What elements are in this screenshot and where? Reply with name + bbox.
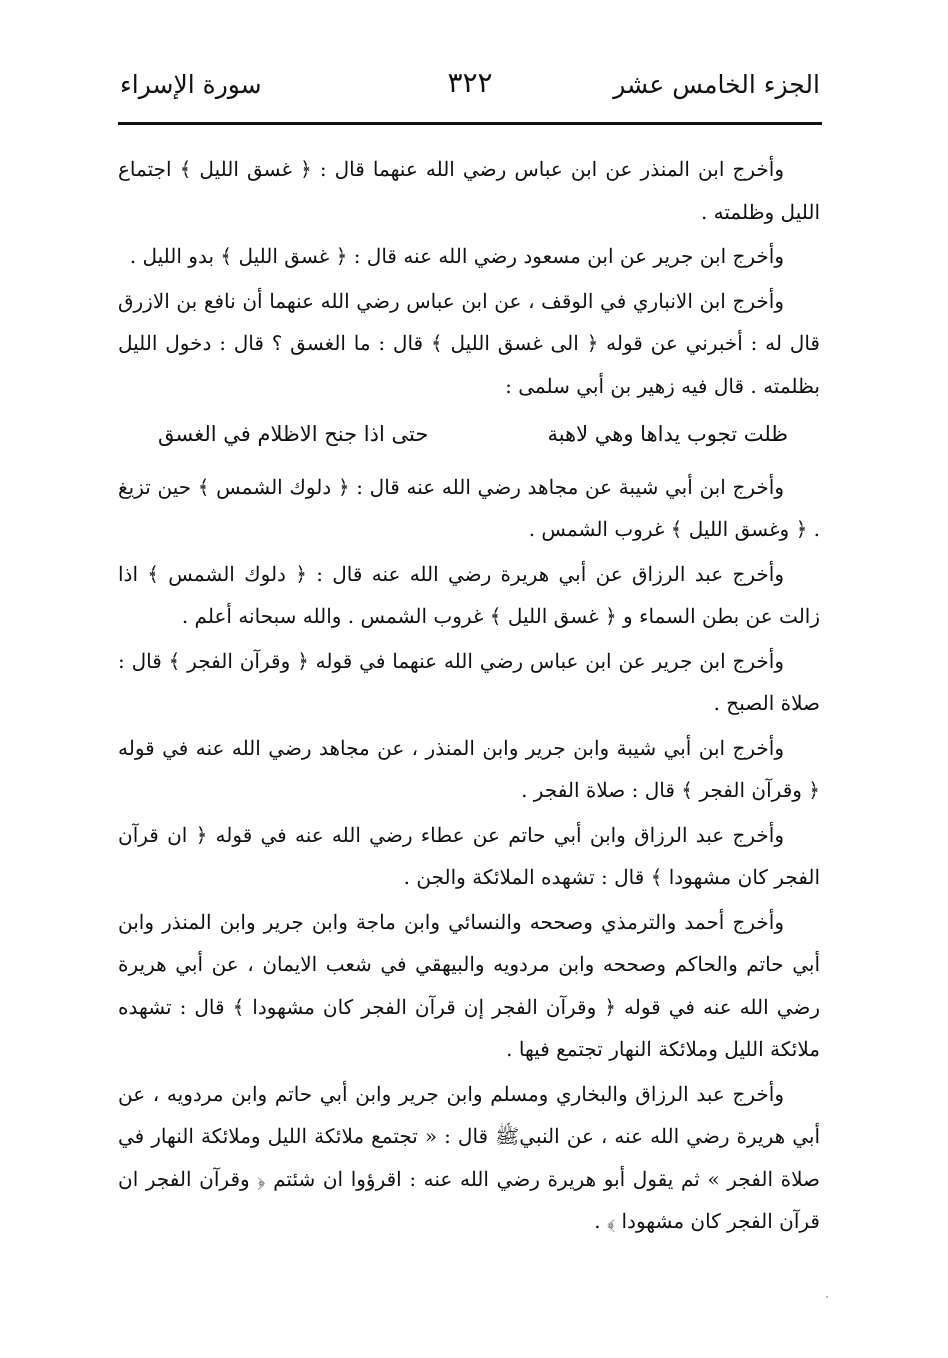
verse-second-hemistich: حتى اذا جنح الاظلام في الغسق (158, 422, 429, 446)
paragraph-6: وأخرج ابن جرير عن ابن عباس رضي الله عنهما في قوله ﴿ وقرآن الفجر ﴾ قال : صلاة الصبح . (118, 648, 820, 715)
part-title: الجزء الخامس عشر (613, 70, 820, 99)
scan-speck (826, 1296, 828, 1298)
running-header (120, 62, 820, 112)
paragraph-7: وأخرج ابن أبي شيبة وابن جرير وابن المنذر ، عن مجاهد رضي الله عنه في قوله ﴿ وقرآن الفجر ﴾ قال : صلاة الفجر . (118, 735, 820, 802)
verse-first-hemistich: ظلت تجوب يداها وهي لاهبة (547, 422, 788, 446)
paragraph-5: وأخرج عبد الرزاق عن أبي هريرة رضي الله عنه قال : ﴿ دلوك الشمس ﴾ اذا زالت عن بطن السماء و ﴿ غسق الليل ﴾ غروب الشمس . والله سبحانه أعلم . (118, 561, 820, 628)
paragraph-1: وأخرج ابن المنذر عن ابن عباس رضي الله عنهما قال : ﴿ غسق الليل ﴾ اجتماع الليل وظلمته . (118, 157, 820, 224)
surah-title: سورة الإسراء (120, 70, 262, 99)
poetry-verse (118, 413, 820, 456)
paragraph-10: وأخرج عبد الرزاق والبخاري ومسلم وابن جرير وابن أبي حاتم وابن مردويه ، عن أبي هريرة رضي الله عنه ، عن النبيﷺ قال : « تجتمع ملائكة الليل وملائكة النهار في صلاة الفجر » ثم يقول أبو هريرة رضي الله عنه : اقرؤوا ان شئتم ﴿ وقرآن الفجر ان قرآن الفجر كان مشهودا ﴾ . (118, 1081, 821, 1233)
page-number: ٣٢٢ (447, 66, 493, 99)
paragraph-4: وأخرج ابن أبي شيبة عن مجاهد رضي الله عنه قال : ﴿ دلوك الشمس ﴾ حين تزيغ . ﴿ وغسق الليل ﴾ غروب الشمس . (118, 474, 820, 541)
paragraph-9: وأخرج أحمد والترمذي وصححه والنسائي وابن ماجة وابن جرير وابن المنذر وابن أبي حاتم والحاكم وصححه وابن مردويه والبيهقي في شعب الايمان ، عن أبي هريرة رضي الله عنه في قوله ﴿ وقرآن الفجر إن قرآن الفجر كان مشهودا ﴾ قال : تشهده ملائكة الليل وملائكة النهار تجتمع فيها . (118, 909, 820, 1061)
paragraph-8: وأخرج عبد الرزاق وابن أبي حاتم عن عطاء رضي الله عنه في قوله ﴿ ان قرآن الفجر كان مشهودا ﴾ قال : تشهده الملائكة والجن . (118, 822, 820, 889)
page-body (118, 148, 820, 1245)
header-rule (118, 122, 822, 125)
paragraph-3: وأخرج ابن الانباري في الوقف ، عن ابن عباس رضي الله عنهما أن نافع بن الازرق قال له : أخبرني عن قوله ﴿ الى غسق الليل ﴾ قال : ما الغسق ؟ قال : دخول الليل بظلمته . قال فيه زهير بن أبي سلمى : (118, 288, 820, 398)
paragraph-2: وأخرج ابن جرير عن ابن مسعود رضي الله عنه قال : ﴿ غسق الليل ﴾ بدو الليل . (129, 244, 784, 268)
